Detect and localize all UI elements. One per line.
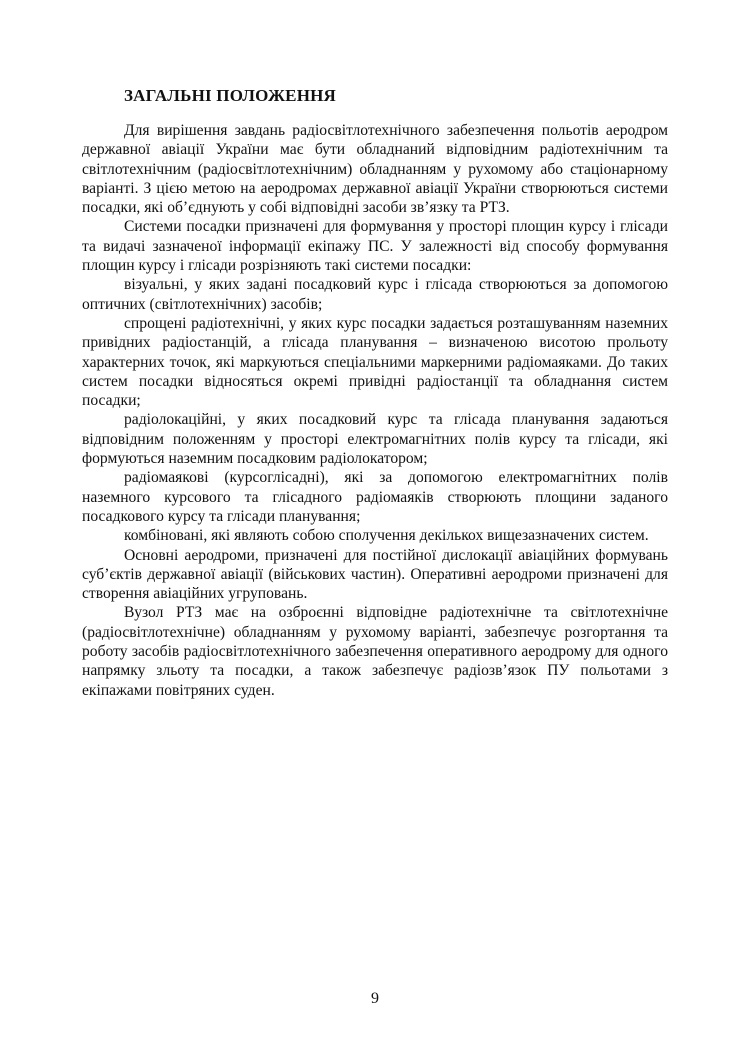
- section-heading: ЗАГАЛЬНІ ПОЛОЖЕННЯ: [124, 86, 337, 105]
- paragraph-aerodromes: Основні аеродроми, призначені для постійної дислокації авіаційних формувань суб’єктів державної авіації (військових частин). Оперативні аеродроми призначені для створення авіаційних угруповань.: [82, 546, 668, 603]
- paragraph-visual: візуальні, у яких задані посадковий курс і глісада створюються за допомогою оптичних (світлотехнічних) засобів;: [82, 276, 668, 313]
- paragraph-intro: Для вирішення завдань радіосвітлотехнічного забезпечення польотів аеродром державної авіації України має бути обладнаний відповідним радіотехнічним та світлотехнічним (радіосвітлотехнічним) обладнанням у рухомому або стаціонарному варіанті. З цією метою на аеродромах державної авіації України створюються системи посадки, які об’єднують у собі відповідні засоби зв’язку та РТЗ.: [82, 122, 668, 217]
- page-number: 9: [371, 990, 379, 1007]
- paragraph-rtz-node: Вузол РТЗ має на озброєнні відповідне радіотехнічне та світлотехнічне (радіосвітлотехнічне) обладнанням у рухомому варіанті, забезпечує розгортання та роботу засобів радіосвітлотехнічного забезпечення оперативного аеродрому для одного напрямку зльоту та посадки, а також забезпечує радіозв’язок ПУ польотами з екіпажами повітряних суден.: [82, 604, 668, 699]
- paragraph-simplified-radio: спрощені радіотехнічні, у яких курс посадки задається розташуванням наземних привідних радіостанцій, а глісада планування – визначеною висотою прольоту характерних точок, які маркуються спеціальними маркерними радіомаяками. До таких систем посадки відносяться окремі привідні радіостанції та обладнання систем посадки;: [82, 314, 668, 410]
- body-text: [82, 121, 668, 700]
- paragraph-radar: радіолокаційні, у яких посадковий курс та глісада планування задаються відповідним положенням у просторі електромагнітних полів курсу та глісади, які формуються наземним посадковим радіолокатором;: [82, 411, 668, 468]
- paragraph-combined: комбіновані, які являють собою сполучення декількох вищезазначених систем.: [124, 527, 649, 545]
- paragraph-landing-systems: Системи посадки призначені для формування у просторі площин курсу і глісади та видачі зазначеної інформації екіпажу ПС. У залежності від способу формування площин курсу і глісади розрізняють такі системи посадки:: [82, 218, 668, 275]
- paragraph-beacon: радіомаякові (курсоглісадні), які за допомогою електромагнітних полів наземного курсового та глісадного радіомаяків створюють площини заданого посадкового курсу та глісади планування;: [82, 469, 668, 525]
